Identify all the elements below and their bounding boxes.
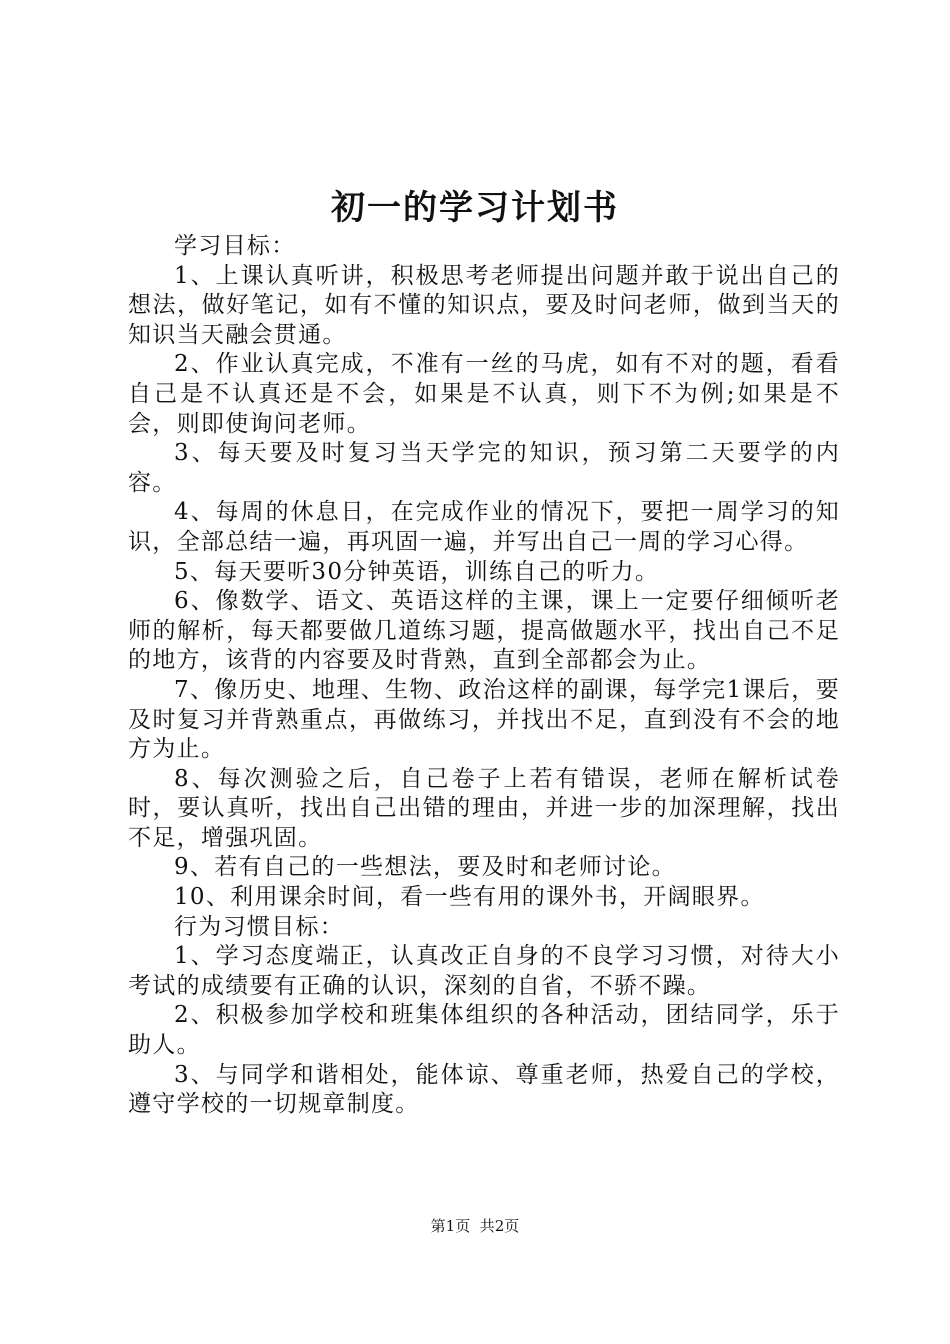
paragraph: 7、像历史、地理、生物、政治这样的副课，每学完1课后，要及时复习并背熟重点，再做练习，并找出不足，直到没有不会的地方为止。 xyxy=(128,676,840,763)
page-number: 第1页 xyxy=(430,1217,471,1235)
paragraph: 4、每周的休息日，在完成作业的情况下，要把一周学习的知识，全部总结一遍，再巩固一遍，并写出自己一周的学习心得。 xyxy=(128,499,840,555)
paragraph: 2、作业认真完成，不准有一丝的马虎，如有不对的题，看看自己是不认真还是不会，如果是不认真，则下不为例;如果是不会，则即使询问老师。 xyxy=(128,351,840,437)
page-footer xyxy=(0,1216,950,1236)
document-body xyxy=(128,232,840,1120)
section-heading-behavior-goals: 行为习惯目标： xyxy=(174,913,345,940)
paragraph: 9、若有自己的一些想法，要及时和老师讨论。 xyxy=(174,854,676,881)
paragraph: 5、每天要听30分钟英语，训练自己的听力。 xyxy=(174,558,660,585)
paragraph: 6、像数学、语文、英语这样的主课，课上一定要仔细倾听老师的解析，每天都要做几道练习题，提高做题水平，找出自己不足的地方，该背的内容要及时背熟，直到全部都会为止。 xyxy=(128,588,840,674)
document-title: 初一的学习计划书 xyxy=(331,188,619,228)
paragraph: 3、与同学和谐相处，能体谅、尊重老师，热爱自己的学校，遵守学校的一切规章制度。 xyxy=(128,1061,840,1118)
paragraph: 3、每天要及时复习当天学完的知识，预习第二天要学的内容。 xyxy=(128,440,840,496)
paragraph: 1、学习态度端正，认真改正自身的不良学习习惯，对待大小考试的成绩要有正确的认识，深刻的自省，不骄不躁。 xyxy=(128,943,840,999)
paragraph: 2、积极参加学校和班集体组织的各种活动，团结同学，乐于助人。 xyxy=(128,1002,840,1059)
paragraph: 10、利用课余时间，看一些有用的课外书，开阔眼界。 xyxy=(174,884,765,911)
page-total: 共2页 xyxy=(479,1217,520,1235)
paragraph: 8、每次测验之后，自己卷子上若有错误，老师在解析试卷时，要认真听，找出自己出错的理由，并进一步的加深理解，找出不足，增强巩固。 xyxy=(128,765,840,851)
paragraph: 1、上课认真听讲，积极思考老师提出问题并敢于说出自己的想法，做好笔记，如有不懂的知识点，要及时问老师，做到当天的知识当天融会贯通。 xyxy=(128,262,840,348)
section-heading-study-goals: 学习目标： xyxy=(174,233,296,259)
